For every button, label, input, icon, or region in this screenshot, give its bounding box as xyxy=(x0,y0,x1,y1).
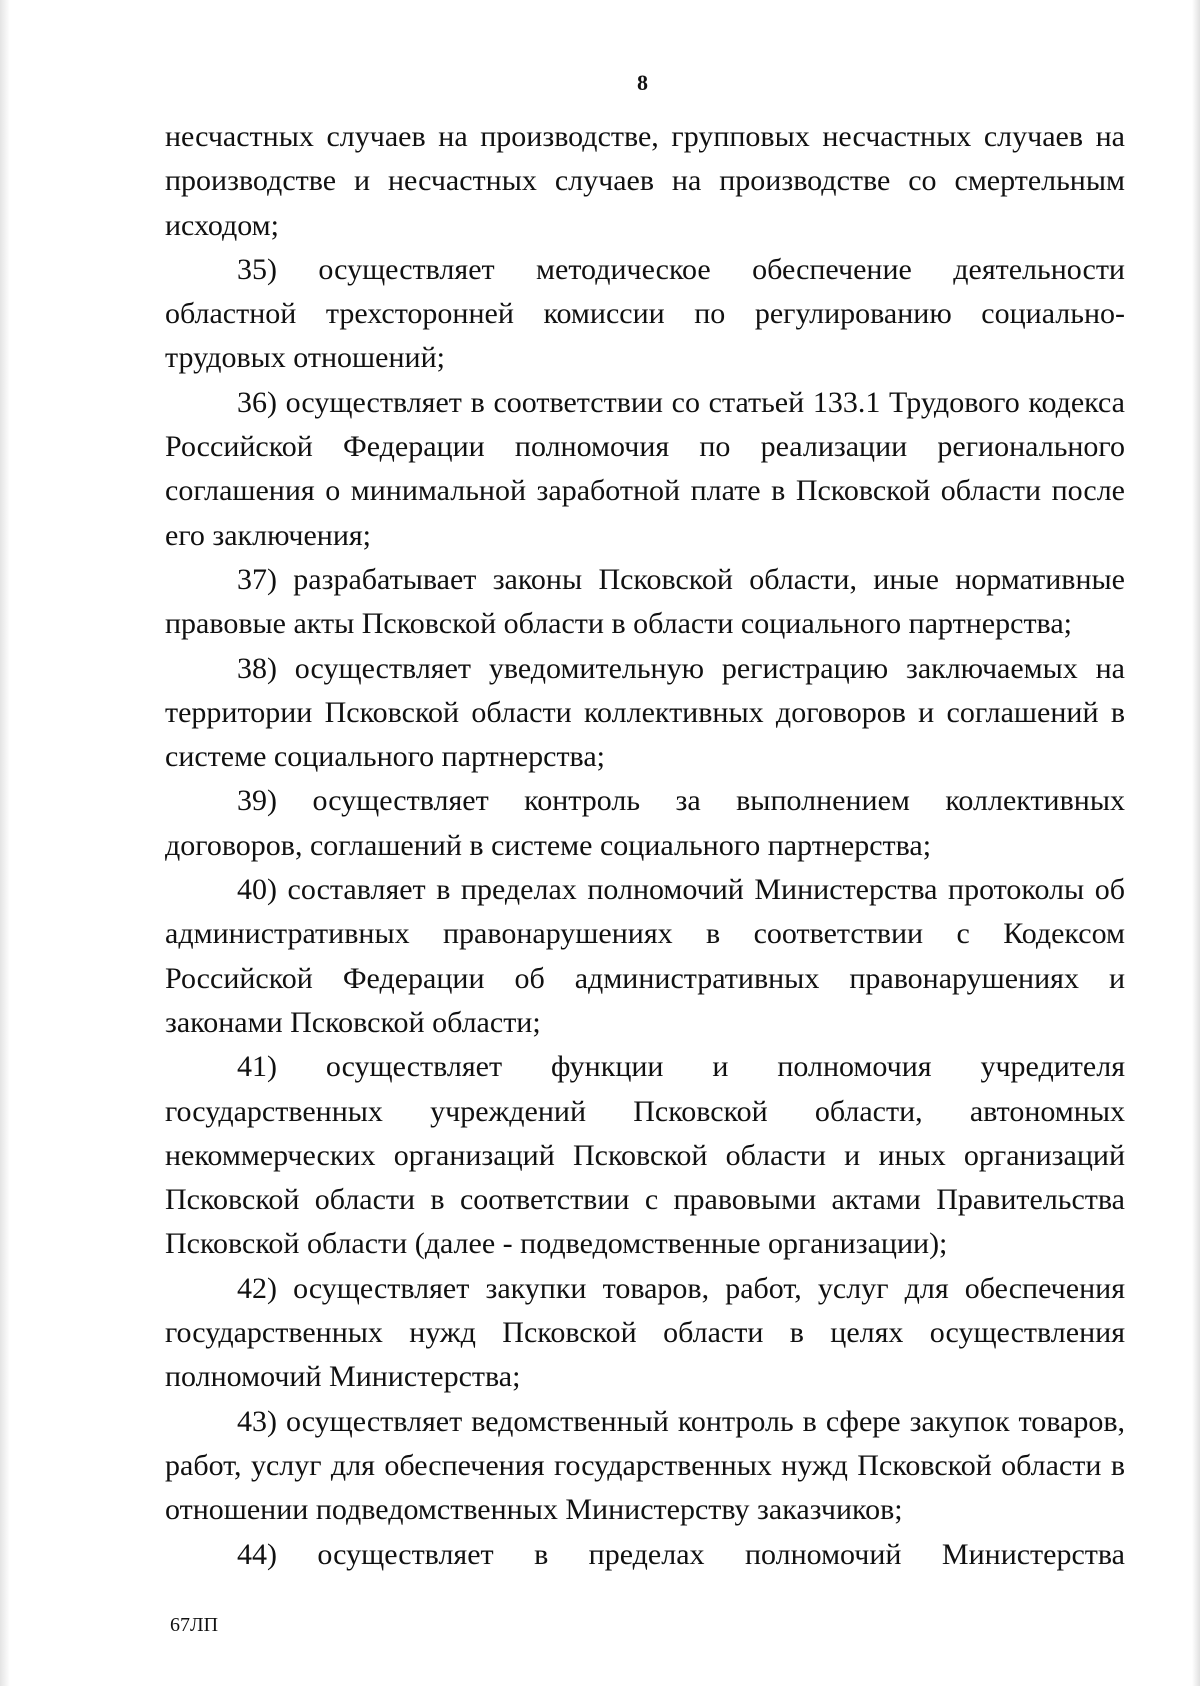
paragraph-continuation: несчастных случаев на производстве, групповых несчастных случаев на производстве и несчастных случаев на производстве со смертельным исходом; xyxy=(165,120,1125,242)
paragraph-item-39: 39) осуществляет контроль за выполнением коллективных договоров, соглашений в системе социального партнерства; xyxy=(165,784,1125,862)
paragraph-item-41: 41) осуществляет функции и полномочия учредителя государственных учреждений Псковской области, автономных некоммерческих организаций Псковской области и иных организаций Псковской области в соответствии с правовыми актами Правительства Псковской области (далее - подведомственные организации); xyxy=(165,1050,1125,1261)
paragraph-item-38: 38) осуществляет уведомительную регистрацию заключаемых на территории Псковской области коллективных договоров и соглашений в системе социального партнерства; xyxy=(165,651,1125,774)
paragraph-item-35: 35) осуществляет методическое обеспечение деятельности областной трехсторонней комиссии по регулированию социально-трудовых отношений; xyxy=(165,252,1125,375)
page-number: 8 xyxy=(637,70,648,95)
paragraph-item-42: 42) осуществляет закупки товаров, работ, услуг для обеспечения государственных нужд Псковской области в целях осуществления полномочий Министерства; xyxy=(165,1271,1125,1394)
paragraph-item-43: 43) осуществляет ведомственный контроль в сфере закупок товаров, работ, услуг для обеспечения государственных нужд Псковской области в отношении подведомственных Министерству заказчиков; xyxy=(165,1404,1125,1527)
document-code: 67ЛП xyxy=(170,1614,219,1636)
scan-edge-right xyxy=(1192,0,1200,1686)
paragraph-item-36: 36) осуществляет в соответствии со статьей 133.1 Трудового кодекса Российской Федерации полномочия по реализации регионального соглашения о минимальной заработной плате в Псковской области после его заключения; xyxy=(165,385,1125,552)
scan-edge-left xyxy=(0,0,10,1686)
document-body xyxy=(165,115,1125,1577)
paragraph-item-37: 37) разрабатывает законы Псковской области, иные нормативные правовые акты Псковской области в области социального партнерства; xyxy=(165,562,1125,641)
paragraph-item-44: 44) осуществляет в пределах полномочий Министерства xyxy=(237,1537,1125,1571)
paragraph-item-40: 40) составляет в пределах полномочий Министерства протоколы об административных правонарушениях в соответствии с Кодексом Российской Федерации об административных правонарушениях и законами Псковской области; xyxy=(165,873,1125,1039)
